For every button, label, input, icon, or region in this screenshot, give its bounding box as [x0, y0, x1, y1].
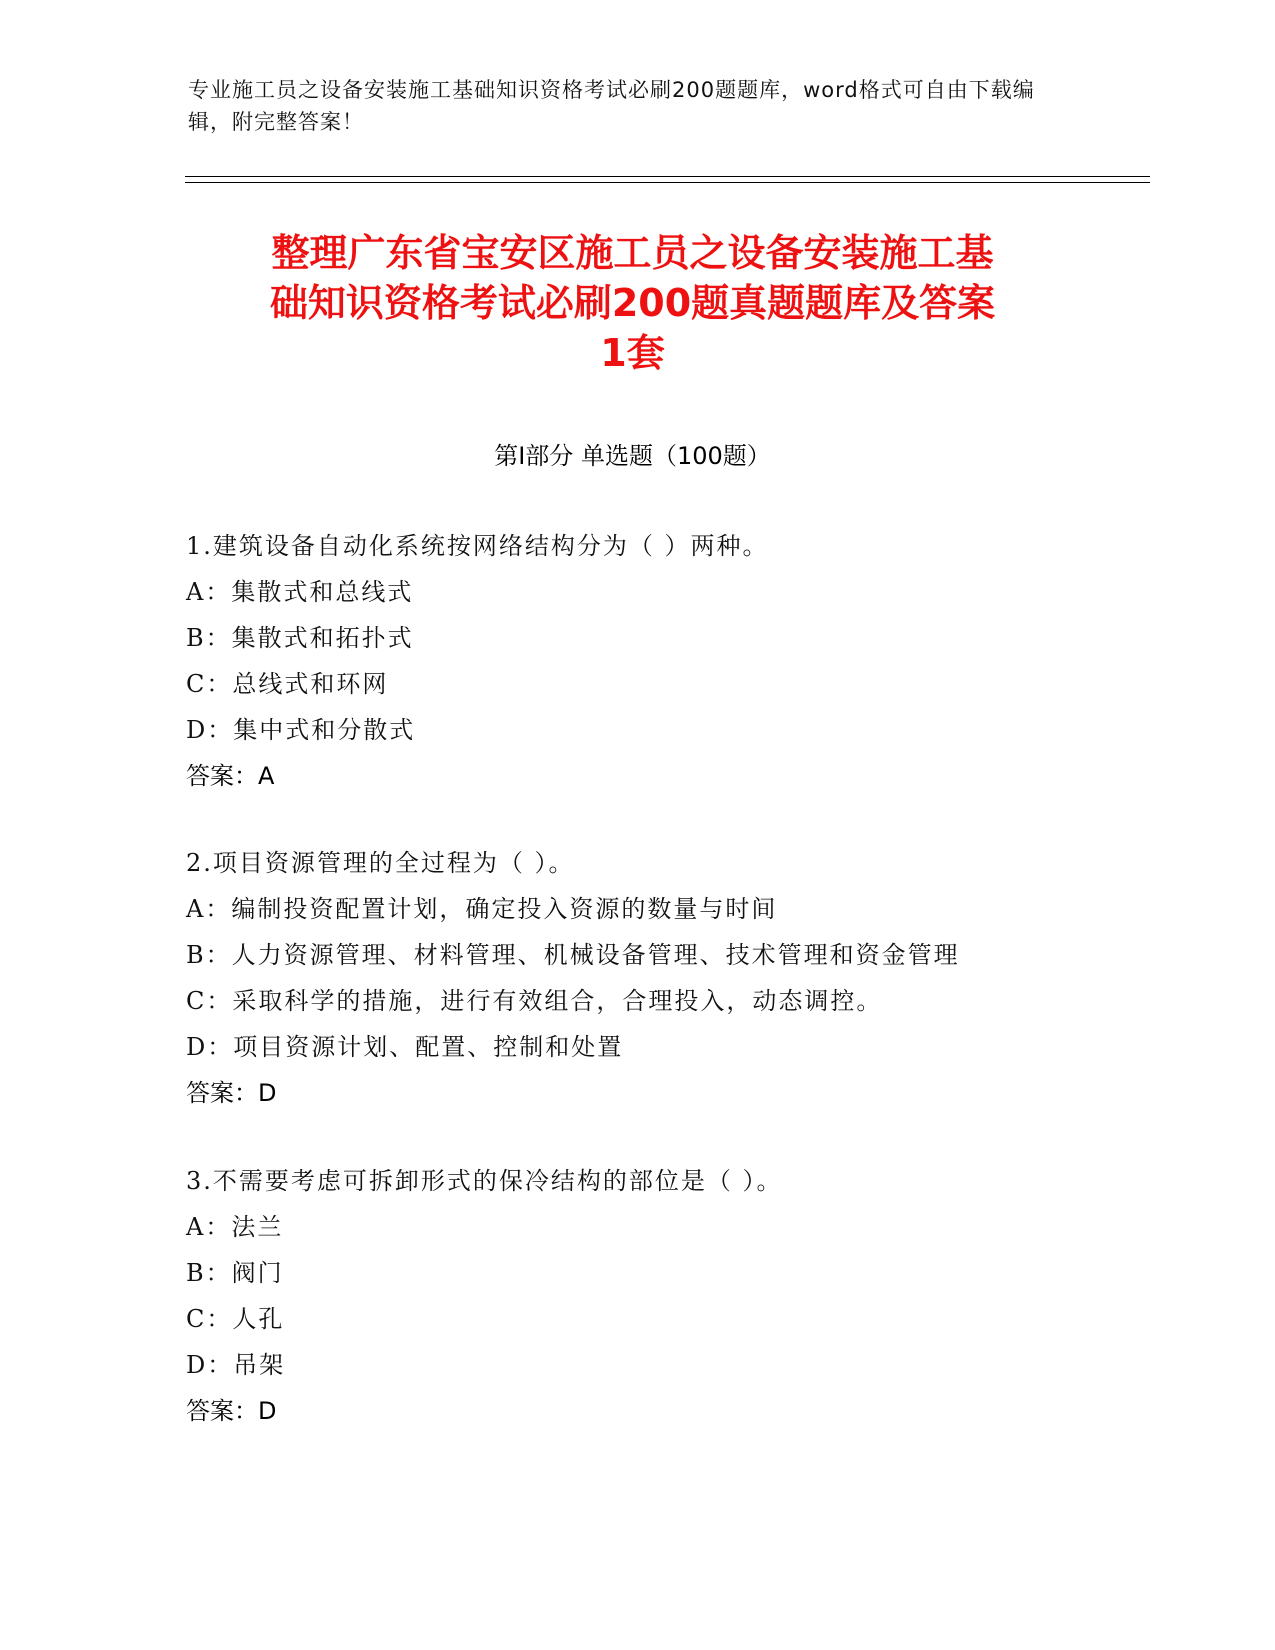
option-b: B：人力资源管理、材料管理、机械设备管理、技术管理和资金管理 [186, 941, 960, 969]
option-b: B：阀门 [186, 1259, 284, 1287]
option-b: B：集散式和拓扑式 [186, 624, 414, 652]
question-stem: 2.项目资源管理的全过程为（ ）。 [186, 849, 575, 877]
document-title-line-3: 1套 [600, 331, 665, 375]
question-1 [186, 523, 1126, 799]
answer: 答案：D [186, 1397, 277, 1425]
section-heading: 第I部分 单选题（100题） [494, 442, 771, 470]
header-divider-bottom [185, 182, 1150, 183]
option-d: D：吊架 [186, 1351, 286, 1379]
option-a: A：集散式和总线式 [186, 578, 414, 606]
answer: 答案：D [186, 1079, 277, 1107]
question-stem: 1.建筑设备自动化系统按网络结构分为（ ）两种。 [186, 532, 769, 560]
document-title-line-2: 础知识资格考试必刷200题真题题库及答案 [269, 281, 996, 325]
document-title-line-1: 整理广东省宝安区施工员之设备安装施工基 [271, 231, 994, 275]
header-divider-top [185, 176, 1150, 177]
question-3 [186, 1158, 1126, 1434]
question-stem: 3.不需要考虑可拆卸形式的保冷结构的部位是（ ）。 [186, 1167, 783, 1195]
option-a: A：编制投资配置计划，确定投入资源的数量与时间 [186, 895, 778, 923]
option-c: C：总线式和环网 [186, 670, 389, 698]
question-2 [186, 840, 1126, 1116]
header-note: 专业施工员之设备安装施工基础知识资格考试必刷200题题库，word格式可自由下载编辑，附完整答案！ [188, 78, 1035, 134]
option-d: D：项目资源计划、配置、控制和处置 [186, 1033, 624, 1061]
option-a: A：法兰 [186, 1213, 284, 1241]
option-c: C：采取科学的措施，进行有效组合，合理投入，动态调控。 [186, 987, 883, 1015]
document-title [185, 228, 1080, 378]
option-d: D：集中式和分散式 [186, 716, 416, 744]
option-c: C：人孔 [186, 1305, 285, 1333]
answer: 答案：A [186, 762, 275, 790]
